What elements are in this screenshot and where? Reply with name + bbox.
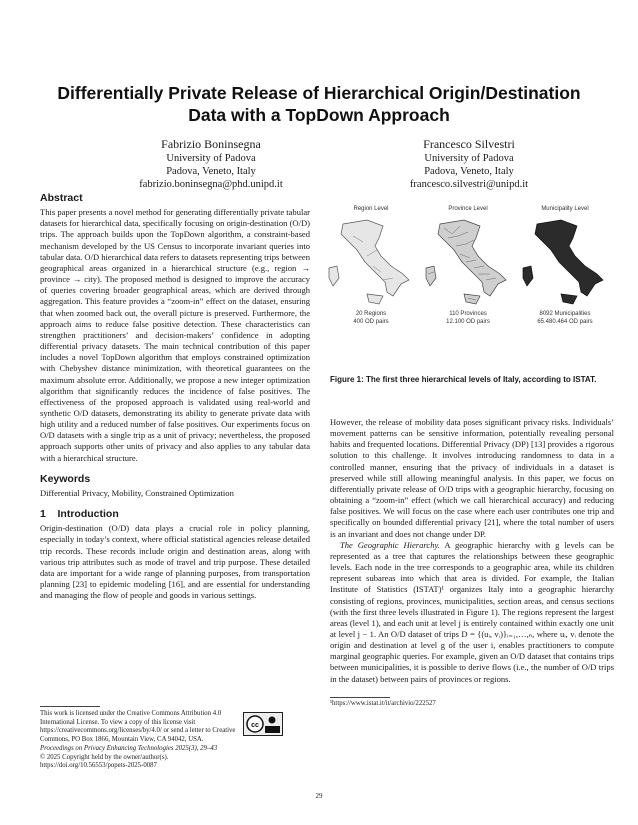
copyright: © 2025 Copyright held by the owner/author(s). [40,753,169,761]
author-affiliation: University of Padova [166,153,256,164]
abstract-text: This paper presents a novel method for generating differentially private tabular datasets for hierarchical data, specifically focusing on origin-destination (O/D) trips. The approach builds upon the TopDown algorithm, a constraint-based mechanism developed by the US Census to incorporate invariant queries into tabular data. O/D hierarchical data refers to datasets representing trips between geographical areas organized in a hierarchical structure (e.g., region → province → city). The proposed method is designed to improve the accuracy of queries covering broader geographical areas, which are derived through aggregation. This feature provides a “zoom-in” effect on the dataset, ensuring that when zoomed back out, the overall picture is preserved. Furthermore, the approach aims to reduce false positive detection. These characteristics can strengthen practitioners’ and decision-makers’ confidence in adopting differential privacy datasets. The main technical contribution of this paper includes a novel TopDown algorithm that employs constrained optimization with Chebyshev distance minimization, with theoretical guarantees on the maximum absolute error. Additionally, we propose a new integer optimization algorithm that significantly reduces the incidence of false positives. The effectiveness of the proposed approach is validated using real-world and synthetic O/D datasets, demonstrating its ability to generate private data with high utility and a reduced number of false positives. Our experiments focus on O/D datasets with a single trip as a unit of privacy; nevertheless, the proposed approach supports other units of privacy and also applies to any tabular data with a hierarchical structure. [40,207,310,463]
figure-caption: Figure 1: The first three hierarchical levels of Italy, according to ISTAT. [330,375,597,384]
panel-unit-count: 110 Provinces [449,311,487,317]
author-email[interactable]: fabrizio.boninsegna@phd.unipd.it [139,179,283,190]
proceedings: Proceedings on Privacy Enhancing Technologies 2025(3), 29–43 [40,744,218,752]
author-affiliation: University of Padova [424,153,514,164]
author-name: Fabrizio Boninsegna [161,137,261,151]
keywords-heading: Keywords [40,472,91,485]
panel-unit-count: 20 Regions [355,311,387,317]
figure-panel-province [420,206,516,325]
license-rule [40,706,100,707]
section-heading: 1 Introduction [40,508,119,521]
footnote-rule [330,697,390,698]
panel-caption [323,311,419,326]
panel-caption [420,311,516,326]
italy-map-province [420,216,516,308]
author-2 [354,137,584,191]
author-1 [96,137,326,191]
paper-title: Differentially Private Release of Hierarchical Origin/Destination Data with a TopDown Approach [57,83,581,125]
footnote[interactable]: ¹https://www.istat.it/it/archivio/222527 [330,700,436,707]
abstract-heading: Abstract [40,192,83,204]
panel-od-pairs: 400 OD pairs [353,318,389,325]
keywords-text: Differential Privacy, Mobility, Constrained Optimization [40,487,234,498]
page-number: 29 [315,792,323,800]
doi-link[interactable]: https://doi.org/10.56553/popets-2025-0087 [40,762,157,770]
cc-by-badge-icon [243,712,283,736]
author-email[interactable]: francesco.silvestri@unipd.it [409,179,529,190]
paragraph-hierarchy [330,540,614,685]
panel-caption [517,311,613,326]
panel-label: Province Level [448,206,488,212]
license-text: This work is licensed under the Creative Commons Attribution 4.0 International License. To view a copy of this license visit https://creativecommons.org/licenses/by/4.0/ or send a letter to Creative Commons, PO Box 1866, Mountain View, CA 94042, USA. [40,710,236,744]
author-location: Padova, Veneto, Italy [166,166,256,177]
figure-panel-municipality [517,206,613,325]
author-location: Padova, Veneto, Italy [424,166,514,177]
paragraph-lead: The Geographic Hierarchy. [340,539,440,550]
panel-od-pairs: 12.100 OD pairs [446,318,490,325]
paragraph-body: A geographic hierarchy with g levels can be represented as a tree that captures the relationships between these geographic levels. Each node in the tree corresponds to a geographic area, while its children represent subareas into which that area is divided. For example, the Italian Institute of Statistics (ISTAT)¹ organizes Italy into a geographic hierarchy consisting of regions, provinces, municipalities, section areas, and census sections (with the first three levels illustrated in Figure 1). The regions represent the largest areas (level 1), and each unit at level j is entirely contained within exactly one unit at level j − 1. An O/D dataset of trips D = {(uᵢ, vᵢ)}ᵢ₌₁,…,ₙ, where uᵢ, vᵢ denote the origin and destination at level g of the user i, enables practitioners to compute marginal geographic queries. For example, given an O/D dataset that contains trips between municipalities, it is possible to derive flows (i.e., the number of O/D trips in the dataset) between pairs of provinces or regions. [330,539,614,684]
figure-panel-region [323,206,419,325]
introduction-text: Origin-destination (O/D) data plays a crucial role in policy planning, especially in today’s context, where official statistical agencies release detailed trip records. These records include origin and destination areas, along with various trip attributes such as mode of travel and trip purpose. These detailed data are important for a wide range of planning purposes, from transportation planning [23] to epidemic modeling [16], and are essential for understanding and managing the flow of people and goods in various settings. [40,523,310,601]
left-column [40,193,310,601]
author-name: Francesco Silvestri [423,137,515,151]
panel-unit-count: 8092 Municipalities [539,311,591,317]
panel-label: Region Level [353,206,389,212]
panel-od-pairs: 65.480.464 OD pairs [537,318,593,325]
paragraph-privacy: However, the release of mobility data poses significant privacy risks. Individuals’ movement patterns can be sensitive information, potentially revealing personal habits and frequented locations. Differential Privacy (DP) [13] provides a rigorous solution to this challenge. It involves introducing randomness to data in a controlled manner, ensuring that the privacy of individuals in a dataset is preserved while still allowing meaningful analysis. In this paper, we focus on differentially private release of O/D trips with a geographic hierarchy, focusing on obtaining a “zoom-in” effect (which we call hierarchical accuracy) and reducing false positives. We will focus on the case where each user contributes one trip and specifically on bounded differential privacy [21], where the total number of users is an invariant and does not change under DP. [330,417,614,539]
panel-label: Municipality Level [541,206,589,212]
italy-map-region [323,216,419,308]
right-column [330,417,614,685]
italy-map-municipality [517,216,613,308]
svg-text:cc: cc [251,722,259,729]
